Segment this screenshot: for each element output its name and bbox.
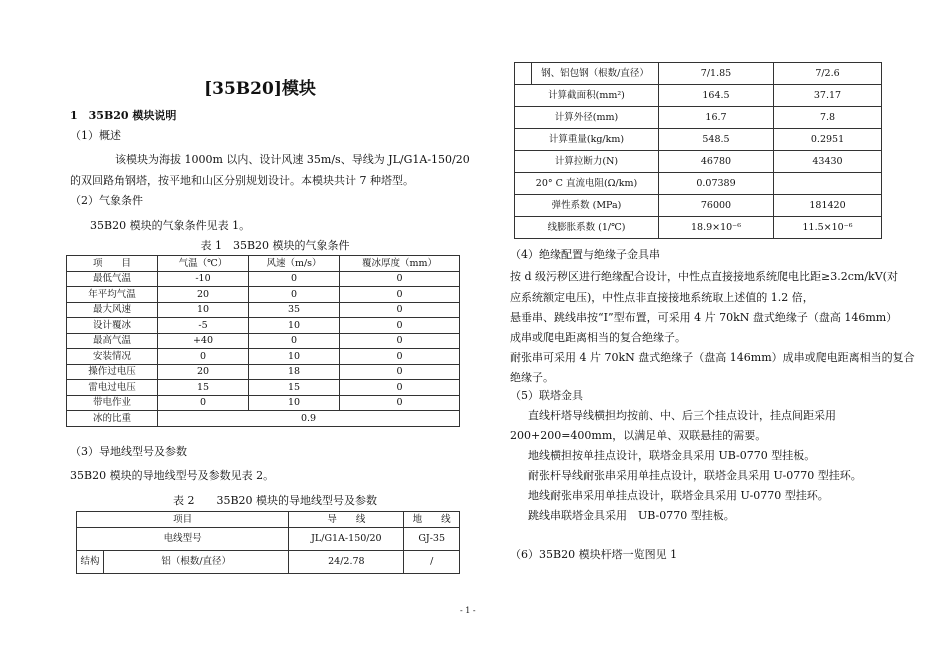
- table-cell: 0: [340, 302, 460, 318]
- table-cell: 0: [340, 395, 460, 411]
- table-cell: +40: [158, 333, 249, 349]
- table-cell: 0.07389: [659, 173, 774, 195]
- table-cell: 0: [158, 395, 249, 411]
- header-cell: 地 线: [404, 512, 460, 528]
- table-cell: 20: [158, 287, 249, 303]
- table-header-row: [67, 256, 460, 272]
- table-row: [515, 195, 882, 217]
- table-cell: 带电作业: [67, 395, 158, 411]
- table-cell: 7/2.6: [774, 63, 882, 85]
- table-cell: 0: [340, 333, 460, 349]
- table-cell: 16.7: [659, 107, 774, 129]
- overview-heading: （1）概述: [70, 129, 121, 142]
- header-cell: 覆冰厚度（mm）: [340, 256, 460, 272]
- table-cell: 年平均气温: [67, 287, 158, 303]
- table-2-caption: 表 2 35B20 模块的导地线型号及参数: [172, 494, 378, 507]
- fittings-line-3: 地线横担按单挂点设计，联塔金具采用 UB-0770 型挂板。: [528, 449, 816, 462]
- table-cell: 弹性系数 (MPa): [515, 195, 659, 217]
- overview-line-1: 该模块为海拔 1000m 以内、设计风速 35m/s、导线为 JL/G1A-150/20: [115, 153, 470, 166]
- tower-list-line: （6）35B20 模块杆塔一览图见 1: [510, 548, 678, 561]
- table-row: [67, 380, 460, 396]
- table-row: [67, 302, 460, 318]
- table-cell: 冰的比重: [67, 411, 158, 427]
- weather-table: [66, 255, 460, 427]
- table-row: [515, 63, 882, 85]
- table-cell: 操作过电压: [67, 364, 158, 380]
- table-cell: 15: [158, 380, 249, 396]
- table-cell: 0: [249, 333, 340, 349]
- table-cell: /: [404, 551, 460, 574]
- table-cell: 计算截面积(mm²): [515, 85, 659, 107]
- table-cell: 10: [249, 318, 340, 334]
- fittings-line-4: 耐张杆导线耐张串采用单挂点设计，联塔金具采用 U-0770 型挂环。: [528, 469, 862, 482]
- insulation-line-5: 耐张串可采用 4 片 70kN 盘式绝缘子（盘高 146mm）成串或爬电距离相当的复合: [510, 351, 915, 364]
- table-row: [67, 349, 460, 365]
- table-cell: -5: [158, 318, 249, 334]
- table-cell: 24/2.78: [289, 551, 404, 574]
- table-cell: 计算重量(kg/km): [515, 129, 659, 151]
- insulation-line-3: 悬垂串、跳线串按“I”型布置，可采用 4 片 70kN 盘式绝缘子（盘高 146mm）: [510, 311, 898, 324]
- table-cell: JL/G1A-150/20: [289, 528, 404, 551]
- section-1-heading: 1 35B20 模块说明: [70, 109, 177, 122]
- fittings-line-1: 直线杆塔导线横担均按前、中、后三个挂点设计，挂点间距采用: [528, 409, 836, 422]
- table-cell: 20° C 直流电阻(Ω/km): [515, 173, 659, 195]
- header-cell: 导 线: [289, 512, 404, 528]
- table-row: [67, 395, 460, 411]
- table-cell: 18: [249, 364, 340, 380]
- table-cell: 0.9: [158, 411, 460, 427]
- fittings-line-2: 200+200=400mm，以满足单、双联悬挂的需要。: [510, 429, 767, 442]
- table-cell: 0: [340, 287, 460, 303]
- table-cell: 铝（根数/直径）: [104, 551, 289, 574]
- fittings-line-6: 跳线串联塔金具采用 UB-0770 型挂板。: [528, 509, 735, 522]
- table-cell: 46780: [659, 151, 774, 173]
- table-cell: [515, 63, 532, 85]
- table-cell: 10: [158, 302, 249, 318]
- table-cell: 10: [249, 395, 340, 411]
- table-cell: 雷电过电压: [67, 380, 158, 396]
- table-cell: 线膨胀系数 (1/℃): [515, 217, 659, 239]
- table-cell: 35: [249, 302, 340, 318]
- header-cell: 风速（m/s）: [249, 256, 340, 272]
- table-cell: 安装情况: [67, 349, 158, 365]
- table-cell: 37.17: [774, 85, 882, 107]
- weather-heading: （2）气象条件: [70, 194, 143, 207]
- table-cell: -10: [158, 271, 249, 287]
- table-row: [515, 107, 882, 129]
- table-1-caption: 表 1 35B20 模块的气象条件: [200, 239, 350, 252]
- table-row: [77, 528, 460, 551]
- table-cell: 计算拉断力(N): [515, 151, 659, 173]
- table-row: [67, 411, 460, 427]
- header-cell: 气温（℃）: [158, 256, 249, 272]
- insulation-line-4: 成串或爬电距离相当的复合绝缘子。: [510, 331, 686, 344]
- table-cell: 0: [340, 271, 460, 287]
- table-cell: 0: [340, 364, 460, 380]
- table-cell: [774, 173, 882, 195]
- conductor-heading: （3）导地线型号及参数: [70, 445, 187, 458]
- table-cell: 7.8: [774, 107, 882, 129]
- page-title: [35B20]模块: [204, 79, 316, 99]
- table-row: [515, 151, 882, 173]
- conductor-text: 35B20 模块的导地线型号及参数见表 2。: [70, 469, 275, 482]
- table-row: [67, 318, 460, 334]
- insulation-line-1: 按 d 级污秽区进行绝缘配合设计，中性点直接接地系统爬电比距≥3.2cm/kV(对: [510, 270, 898, 283]
- conductor-table: [76, 511, 460, 574]
- table-cell: 15: [249, 380, 340, 396]
- table-cell: 最大风速: [67, 302, 158, 318]
- table-cell: 20: [158, 364, 249, 380]
- table-row: [515, 129, 882, 151]
- table-cell: 计算外径(mm): [515, 107, 659, 129]
- table-row: [67, 364, 460, 380]
- table-cell: 76000: [659, 195, 774, 217]
- table-cell: 0: [249, 271, 340, 287]
- table-cell: 最低气温: [67, 271, 158, 287]
- table-cell: 18.9×10⁻⁶: [659, 217, 774, 239]
- table-row: [77, 551, 460, 574]
- table-cell: 0: [249, 287, 340, 303]
- table-row: [515, 217, 882, 239]
- table-row: [515, 173, 882, 195]
- weather-text: 35B20 模块的气象条件见表 1。: [90, 219, 251, 232]
- table-cell: 设计覆冰: [67, 318, 158, 334]
- table-cell: 0: [340, 318, 460, 334]
- table-cell: 164.5: [659, 85, 774, 107]
- table-cell: 548.5: [659, 129, 774, 151]
- table-cell: 0: [340, 380, 460, 396]
- insulation-line-2: 应系统额定电压)，中性点非直接接地系统取上述值的 1.2 倍，: [510, 291, 814, 304]
- table-header-row: [77, 512, 460, 528]
- table-row: [67, 271, 460, 287]
- table-row: [67, 333, 460, 349]
- table-cell: 0.2951: [774, 129, 882, 151]
- table-cell: 钢、铝包钢（根数/直径）: [532, 63, 659, 85]
- insulation-line-6: 绝缘子。: [510, 371, 554, 384]
- table-cell: 11.5×10⁻⁶: [774, 217, 882, 239]
- table-cell: 181420: [774, 195, 882, 217]
- header-cell: 项 目: [67, 256, 158, 272]
- table-cell: 电线型号: [77, 528, 289, 551]
- table-cell: 结构: [77, 551, 104, 574]
- insulation-heading: （4）绝缘配置与绝缘子金具串: [510, 248, 660, 261]
- fittings-line-5: 地线耐张串采用单挂点设计，联塔金具采用 U-0770 型挂环。: [528, 489, 829, 502]
- table-cell: GJ-35: [404, 528, 460, 551]
- table-cell: 10: [249, 349, 340, 365]
- fittings-heading: （5）联塔金具: [510, 389, 583, 402]
- page-number: - 1 -: [460, 606, 476, 615]
- table-cell: 0: [340, 349, 460, 365]
- overview-line-2: 的双回路角钢塔，按平地和山区分别规划设计。本模块共计 7 种塔型。: [70, 174, 414, 187]
- table-cell: 最高气温: [67, 333, 158, 349]
- table-row: [515, 85, 882, 107]
- header-cell: 项目: [77, 512, 289, 528]
- table-cell: 43430: [774, 151, 882, 173]
- table-row: [67, 287, 460, 303]
- conductor-table-continued: [514, 62, 882, 239]
- table-cell: 0: [158, 349, 249, 365]
- table-cell: 7/1.85: [659, 63, 774, 85]
